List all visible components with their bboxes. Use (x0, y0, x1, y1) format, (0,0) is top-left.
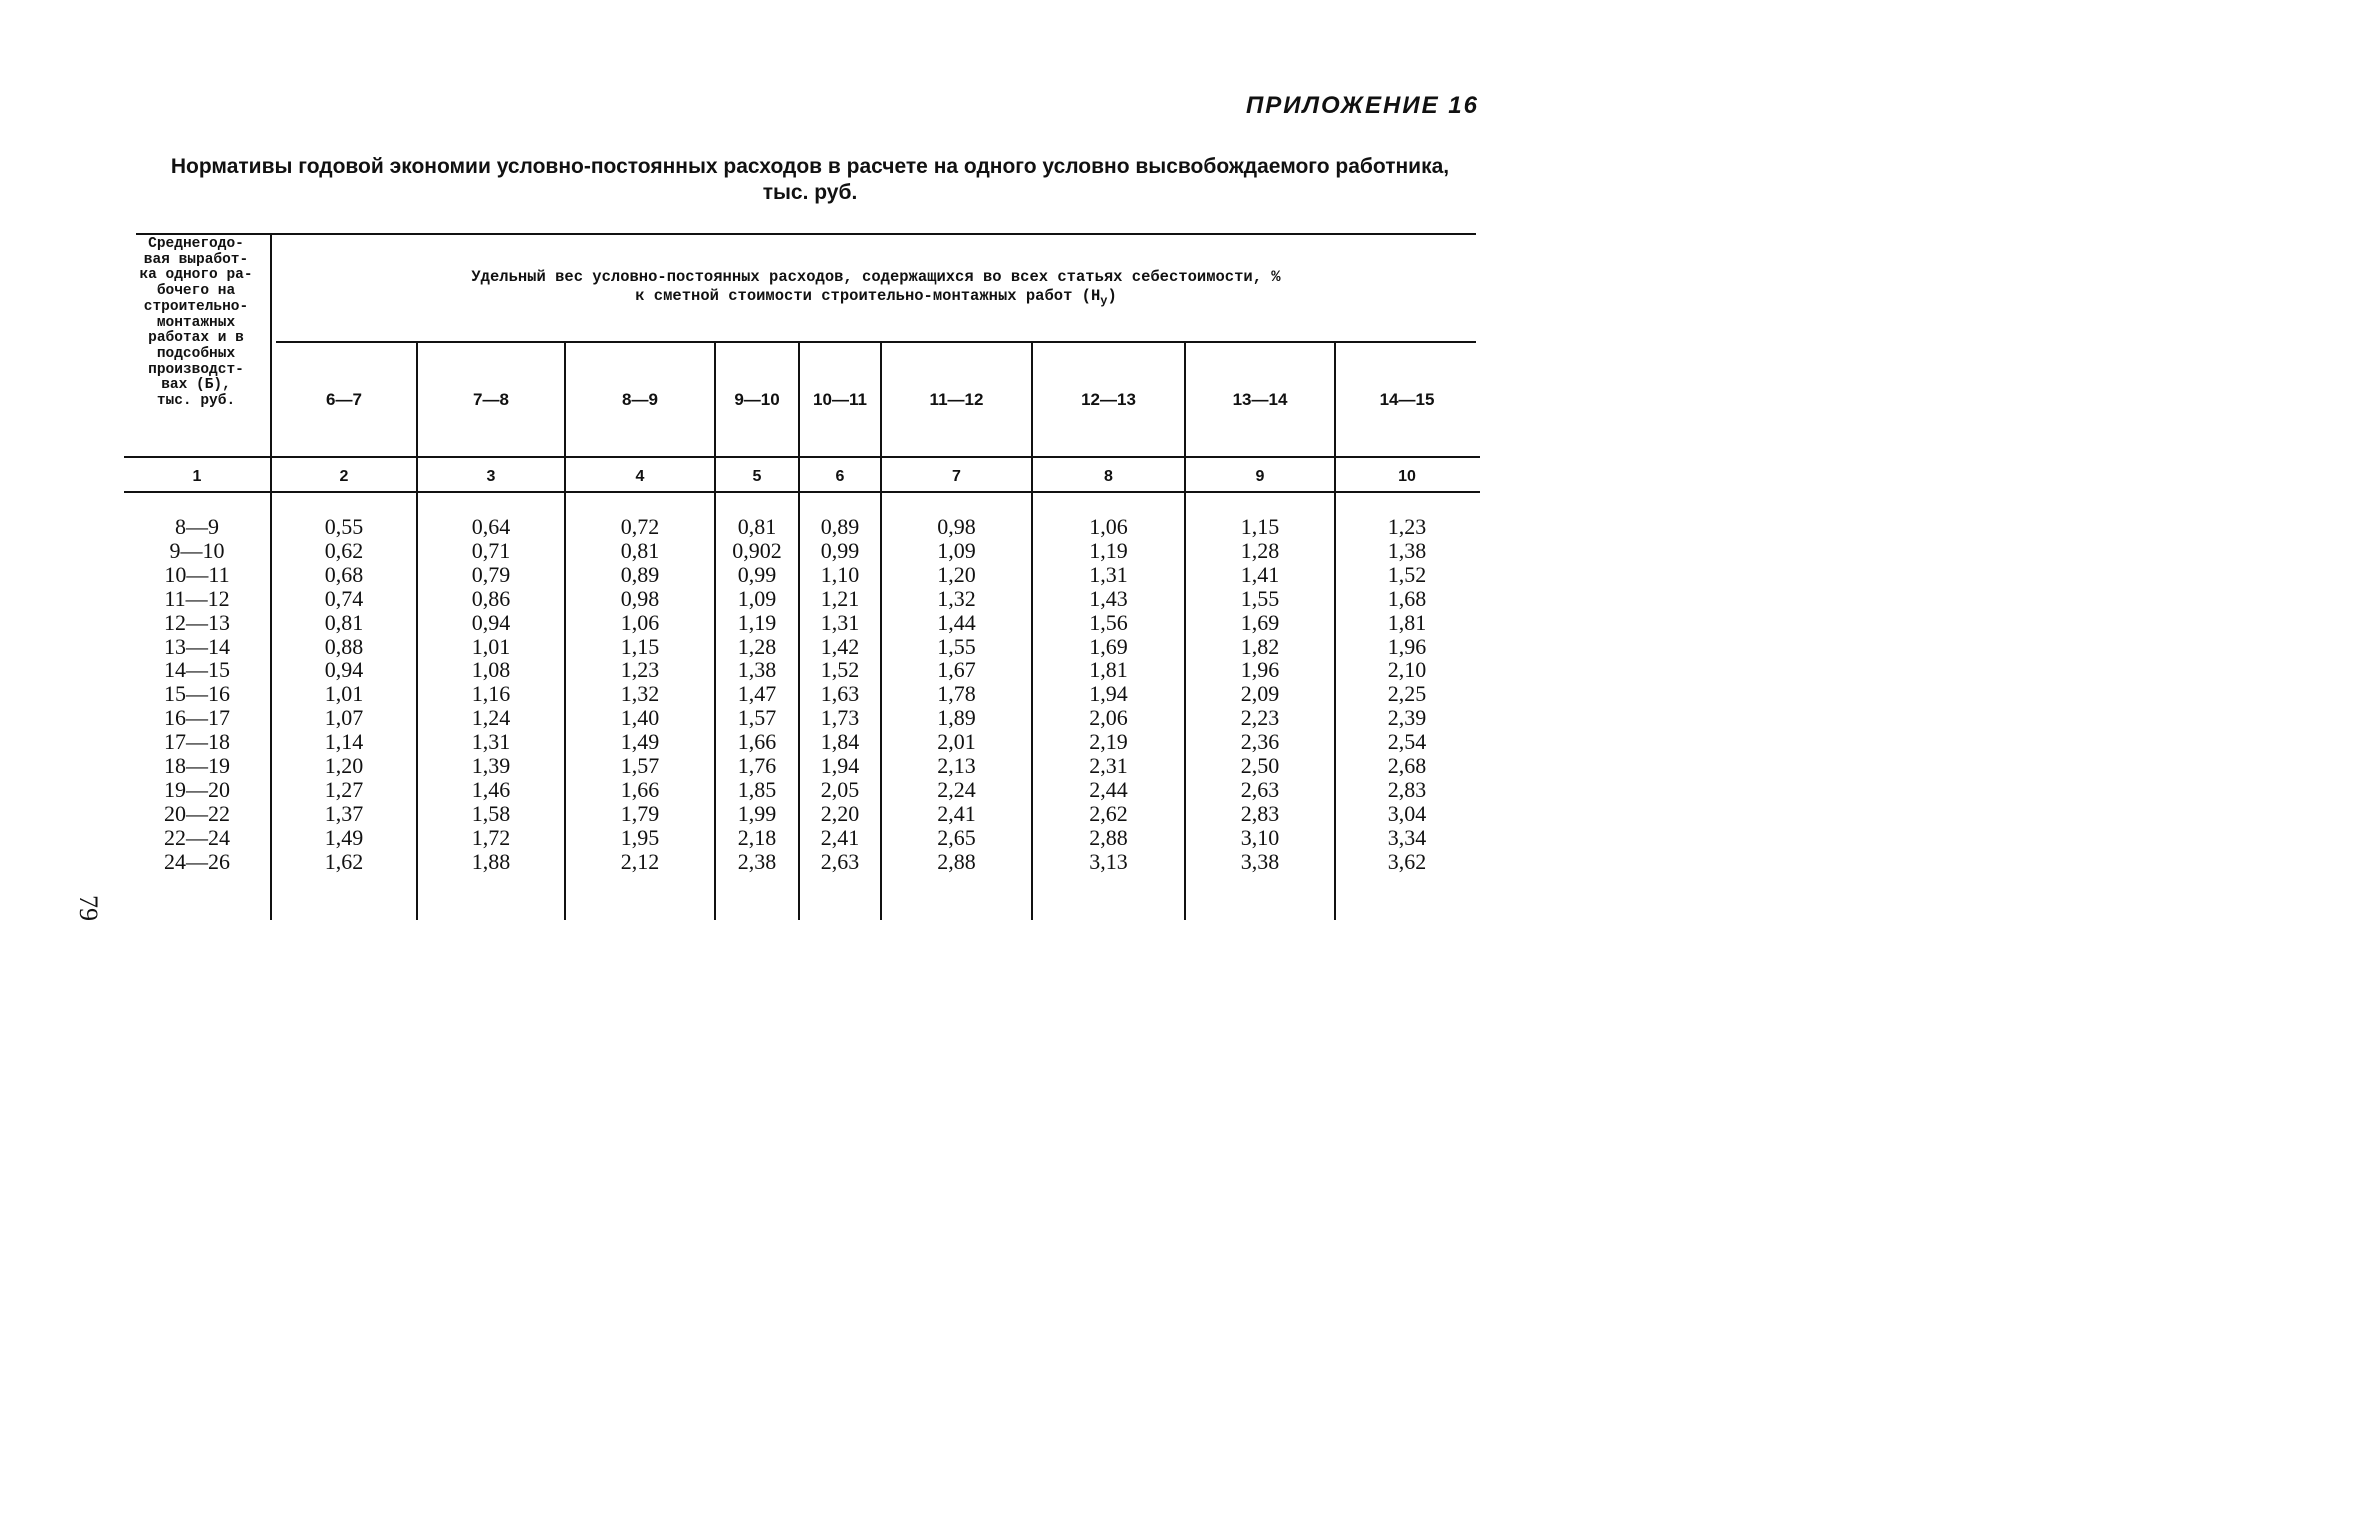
table-cell: 1,15 (1240, 514, 1280, 539)
data-column-4 (566, 515, 714, 874)
table-cell: 1,10 (820, 561, 860, 587)
stub-header-line: производст- (148, 361, 244, 378)
table-cell: 14—15 (164, 657, 230, 683)
table-cell: 1,99 (737, 800, 777, 826)
table-cell: 3,62 (1387, 848, 1427, 874)
table-cell: 1,38 (1387, 537, 1427, 563)
column-header-4: 8—9 (622, 390, 658, 409)
table-cell: 1,88 (471, 848, 511, 874)
table-cell: 24—26 (164, 848, 230, 874)
table-cell: 1,46 (471, 776, 511, 802)
stub-header-line: вая выработ- (143, 251, 249, 268)
table-cell: 1,68 (1387, 585, 1427, 611)
stub-header (128, 237, 264, 452)
column-header-6: 10—11 (813, 390, 867, 409)
table-cell: 1,78 (937, 681, 976, 707)
table-cell: 1,69 (1089, 633, 1128, 659)
table-cell: 1,40 (620, 705, 660, 731)
table-cell: 1,94 (1089, 681, 1128, 707)
table-cell: 2,41 (937, 800, 976, 826)
table-cell: 0,62 (324, 537, 364, 563)
table-cell: 2,63 (1240, 776, 1280, 802)
table-cell: 1,79 (620, 800, 660, 826)
table-cell: 1,16 (471, 681, 511, 707)
table-cell: 1,21 (820, 585, 860, 611)
table-cell: 1,62 (324, 848, 364, 874)
table-cell: 10—11 (164, 561, 230, 587)
spanner-subscript: у (1100, 294, 1108, 308)
table-cell: 1,31 (820, 609, 860, 635)
table-cell: 2,31 (1089, 753, 1128, 779)
table-cell: 12—13 (164, 609, 230, 635)
table-cell: 2,05 (820, 776, 860, 802)
table-cell: 2,10 (1387, 657, 1427, 683)
table-cell: 1,20 (324, 753, 364, 779)
spanner-line-1: Удельный вес условно-постоянных расходов, содержащихся во всех статьях себестоимости, % (471, 268, 1281, 286)
table-cell: 3,38 (1240, 848, 1280, 874)
column-number-2: 2 (339, 468, 349, 485)
stub-header-line: строительно- (143, 298, 249, 315)
header-bottom-rule (124, 456, 1480, 458)
table-cell: 3,10 (1240, 824, 1280, 850)
table-cell: 1,66 (620, 776, 660, 802)
table-cell: 2,68 (1387, 753, 1427, 779)
table-cell: 1,85 (737, 776, 777, 802)
table-cell: 1,96 (1240, 657, 1280, 683)
data-column-7 (882, 515, 1031, 874)
table-cell: 1,31 (471, 729, 511, 755)
table-cell: 1,41 (1240, 561, 1280, 587)
data-column-5 (716, 515, 798, 874)
table-cell: 1,07 (324, 705, 364, 731)
table-cell: 1,37 (324, 800, 364, 826)
table-cell: 3,13 (1089, 848, 1128, 874)
data-column-8 (1033, 515, 1184, 874)
table-cell: 0,98 (937, 514, 976, 539)
stub-header-line: ка одного ра- (139, 267, 253, 284)
table-cell: 2,38 (737, 848, 777, 874)
spanner-rule (276, 341, 1476, 343)
table-top-rule (136, 233, 1476, 235)
table-cell: 2,39 (1387, 705, 1427, 731)
table-cell: 2,18 (737, 824, 777, 850)
column-header-2: 6—7 (326, 390, 362, 409)
appendix-label: ПРИЛОЖЕНИЕ 16 (1246, 92, 1479, 119)
table-cell: 2,62 (1089, 800, 1128, 826)
table-cell: 1,24 (471, 705, 511, 731)
table-cell: 1,28 (737, 633, 777, 659)
table-cell: 0,74 (324, 585, 364, 611)
table-cell: 0,81 (324, 609, 364, 635)
data-column-3 (418, 515, 564, 874)
table-cell: 2,23 (1240, 705, 1280, 731)
table-cell: 2,06 (1089, 705, 1128, 731)
table-cell: 1,47 (737, 681, 777, 707)
table-cell: 1,32 (620, 681, 660, 707)
table-cell: 1,23 (620, 657, 660, 683)
table-cell: 2,54 (1387, 729, 1427, 755)
table-cell: 2,65 (937, 824, 976, 850)
table-cell: 1,06 (620, 609, 660, 635)
data-column-10 (1336, 515, 1478, 874)
table-cell: 2,25 (1387, 681, 1427, 707)
table-cell: 0,99 (737, 561, 777, 587)
table-cell: 1,89 (937, 705, 976, 731)
table-cell: 1,66 (737, 729, 777, 755)
table-cell: 0,81 (737, 514, 777, 539)
table-cell: 1,39 (471, 753, 511, 779)
table-cell: 1,55 (1240, 585, 1280, 611)
table-cell: 1,06 (1089, 514, 1128, 539)
table-cell: 1,19 (737, 609, 777, 635)
table-cell: 0,79 (471, 561, 511, 587)
table-cell: 0,64 (471, 514, 511, 539)
table-cell: 2,44 (1089, 776, 1128, 802)
table-cell: 11—12 (164, 585, 230, 611)
column-number-3: 3 (486, 468, 496, 485)
table-cell: 1,31 (1089, 561, 1128, 587)
table-cell: 0,88 (324, 633, 364, 659)
table-cell: 2,88 (1089, 824, 1128, 850)
table-cell: 1,09 (937, 537, 976, 563)
table-cell: 1,63 (820, 681, 860, 707)
table-cell: 1,55 (937, 633, 976, 659)
table-cell: 1,52 (1387, 561, 1427, 587)
table-cell: 1,76 (737, 753, 777, 779)
table-cell: 2,63 (820, 848, 860, 874)
table-cell: 20—22 (164, 800, 230, 826)
stub-header-line: подсобных (156, 345, 236, 362)
table-cell: 1,23 (1387, 514, 1427, 539)
table-cell: 1,19 (1089, 537, 1128, 563)
title-line-2: тыс. руб. (762, 181, 858, 204)
column-header-10: 14—15 (1379, 390, 1435, 409)
title-line-1: Нормативы годовой экономии условно-постоянных расходов в расчете на одного условно высвобождаемого работника, (170, 155, 1450, 178)
table-cell: 1,82 (1240, 633, 1280, 659)
table-cell: 2,83 (1387, 776, 1427, 802)
stub-header-line: вах (Б), (161, 377, 231, 394)
table-cell: 1,56 (1089, 609, 1128, 635)
table-cell: 1,28 (1240, 537, 1280, 563)
table-cell: 0,86 (471, 585, 511, 611)
column-header-3: 7—8 (473, 390, 509, 409)
stub-header-line: работах и в (148, 330, 244, 347)
table-cell: 1,09 (737, 585, 777, 611)
table-cell: 18—19 (164, 753, 230, 779)
column-number-5: 5 (752, 468, 762, 485)
table-cell: 1,49 (324, 824, 364, 850)
table-cell: 1,32 (937, 585, 976, 611)
table-cell: 1,27 (324, 776, 364, 802)
table-title (100, 154, 1520, 206)
spanner-header (278, 268, 1474, 311)
table-cell: 9—10 (169, 537, 225, 563)
table-cell: 0,72 (620, 514, 660, 539)
table-cell: 1,73 (820, 705, 860, 731)
table-cell: 13—14 (164, 633, 230, 659)
table-cell: 0,94 (324, 657, 364, 683)
table-cell: 15—16 (164, 681, 230, 707)
column-number-8: 8 (1104, 468, 1113, 485)
table-cell: 2,20 (820, 800, 860, 826)
table-cell: 22—24 (164, 824, 230, 850)
table-cell: 17—18 (164, 729, 230, 755)
table-cell: 1,15 (620, 633, 660, 659)
column-number-1: 1 (192, 468, 202, 485)
page-number: 79 (74, 895, 103, 921)
table-cell: 2,19 (1089, 729, 1128, 755)
table-cell: 2,50 (1240, 753, 1280, 779)
table-cell: 1,08 (471, 657, 511, 683)
table-cell: 1,95 (620, 824, 660, 850)
stub-header-line: тыс. руб. (156, 393, 236, 410)
table-cell: 2,13 (937, 753, 976, 779)
column-number-10: 10 (1398, 468, 1416, 485)
table-cell: 2,83 (1240, 800, 1280, 826)
table-cell: 1,81 (1387, 609, 1427, 635)
data-column-6 (800, 515, 880, 874)
stub-header-line: Среднегодо- (148, 236, 244, 252)
column-number-6: 6 (835, 468, 845, 485)
table-cell: 1,81 (1089, 657, 1128, 683)
table-cell: 0,902 (732, 537, 782, 563)
table-cell: 1,01 (324, 681, 364, 707)
table-cell: 1,69 (1240, 609, 1280, 635)
table-cell: 2,36 (1240, 729, 1280, 755)
column-number-4: 4 (635, 468, 645, 485)
table-cell: 0,98 (620, 585, 660, 611)
table-cell: 1,84 (820, 729, 860, 755)
numbers-bottom-rule (124, 491, 1480, 493)
table-cell: 1,20 (937, 561, 976, 587)
column-header-8: 12—13 (1081, 390, 1136, 409)
table-cell: 0,71 (471, 537, 511, 563)
table-cell: 1,49 (620, 729, 660, 755)
table-cell: 2,09 (1240, 681, 1280, 707)
table-cell: 1,01 (471, 633, 511, 659)
table-cell: 2,41 (820, 824, 860, 850)
table-cell: 0,89 (820, 514, 860, 539)
table-cell: 16—17 (164, 705, 230, 731)
table-cell: 1,72 (471, 824, 511, 850)
table-cell: 1,42 (820, 633, 860, 659)
stub-header-line: монтажных (156, 314, 236, 331)
table-cell: 1,44 (937, 609, 976, 635)
table-cell: 1,57 (620, 753, 660, 779)
table-cell: 1,14 (324, 729, 364, 755)
table-cell: 19—20 (164, 776, 230, 802)
data-column-9 (1186, 515, 1334, 874)
table-cell: 1,57 (737, 705, 777, 731)
table-cell: 1,43 (1089, 585, 1128, 611)
table-cell: 2,01 (937, 729, 976, 755)
table-cell: 1,94 (820, 753, 860, 779)
table-cell: 0,99 (820, 537, 860, 563)
table-cell: 0,81 (620, 537, 660, 563)
table-cell: 3,34 (1387, 824, 1427, 850)
data-column-2 (272, 515, 416, 874)
column-number-7: 7 (952, 468, 961, 485)
column-header-5: 9—10 (734, 390, 780, 409)
table-cell: 3,04 (1387, 800, 1427, 826)
stub-header-line: бочего на (156, 283, 236, 300)
column-number-9: 9 (1255, 468, 1265, 485)
table-cell: 1,52 (820, 657, 860, 683)
table-cell: 0,68 (324, 561, 364, 587)
column-header-9: 13—14 (1232, 390, 1288, 409)
table-cell: 0,94 (471, 609, 511, 635)
column-header-7: 11—12 (929, 390, 984, 409)
row-labels-column (124, 515, 270, 874)
spanner-line-2: к сметной стоимости строительно-монтажных работ $(Н_у)$ (635, 287, 1117, 308)
table-cell: 2,88 (937, 848, 976, 874)
table-cell: 2,24 (937, 776, 976, 802)
table-cell: 1,58 (471, 800, 511, 826)
table-cell: 1,96 (1387, 633, 1427, 659)
table-cell: 1,38 (737, 657, 777, 683)
table-cell: 1,67 (937, 657, 976, 683)
table-cell: 8—9 (175, 514, 219, 539)
table-cell: 2,12 (620, 848, 660, 874)
table-cell: 0,55 (324, 514, 364, 539)
table-cell: 0,89 (620, 561, 660, 587)
